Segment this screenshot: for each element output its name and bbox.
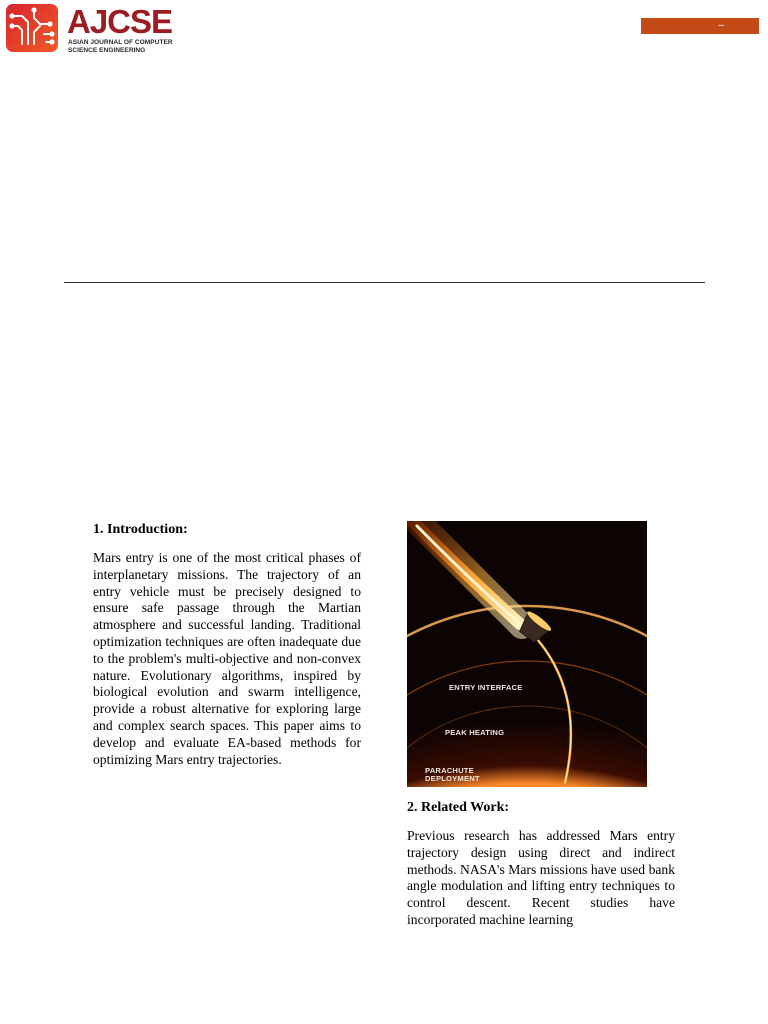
label-parachute-line2: DEPLOYMENT: [425, 774, 480, 783]
related-work-heading: 2. Related Work:: [407, 800, 510, 815]
introduction-body: Mars entry is one of the most critical phases of interplanetary missions. The trajectory of an entry vehicle must be precisely designed to ensure safe passage through the Martian atmosphere and successful landing. Traditional optimization techniques are often inadequate due to the problem's multi-objective and non-convex nature. Evolutionary algorithms, inspired by biological evolution and swarm intelligence, provide a robust alternative for exploring large and complex search spaces. This paper aims to develop and evaluate EA-based methods for optimizing Mars entry trajectories.: [93, 550, 361, 767]
logo-subtitle-line1: ASIAN JOURNAL OF COMPUTER: [68, 39, 173, 46]
introduction-heading: 1. Introduction:: [93, 522, 188, 537]
logo-subtitle-line2: SCIENCE ENGINEERING: [68, 46, 146, 54]
related-work-section: [407, 798, 675, 929]
label-entry-interface: ENTRY INTERFACE: [449, 683, 523, 692]
logo-title: AJCSE: [67, 3, 173, 40]
related-work-body: Previous research has addressed Mars entry trajectory design using direct and indirect methods. NASA's Mars missions have used bank angle modulation and lifting entry techniques to control descent. Recent studies have incorporated machine learning: [407, 828, 675, 927]
introduction-section: [93, 520, 361, 768]
header-accent-bar: –: [641, 18, 759, 34]
mars-entry-figure: [407, 521, 647, 787]
journal-logo: [6, 4, 196, 54]
mars-entry-illustration: [407, 521, 647, 787]
circuit-logo-icon: [6, 4, 58, 52]
label-parachute-line1: PARACHUTE: [425, 766, 474, 775]
horizontal-rule: [64, 282, 705, 283]
logo-subtitle: [68, 39, 198, 54]
label-peak-heating: PEAK HEATING: [445, 728, 505, 737]
